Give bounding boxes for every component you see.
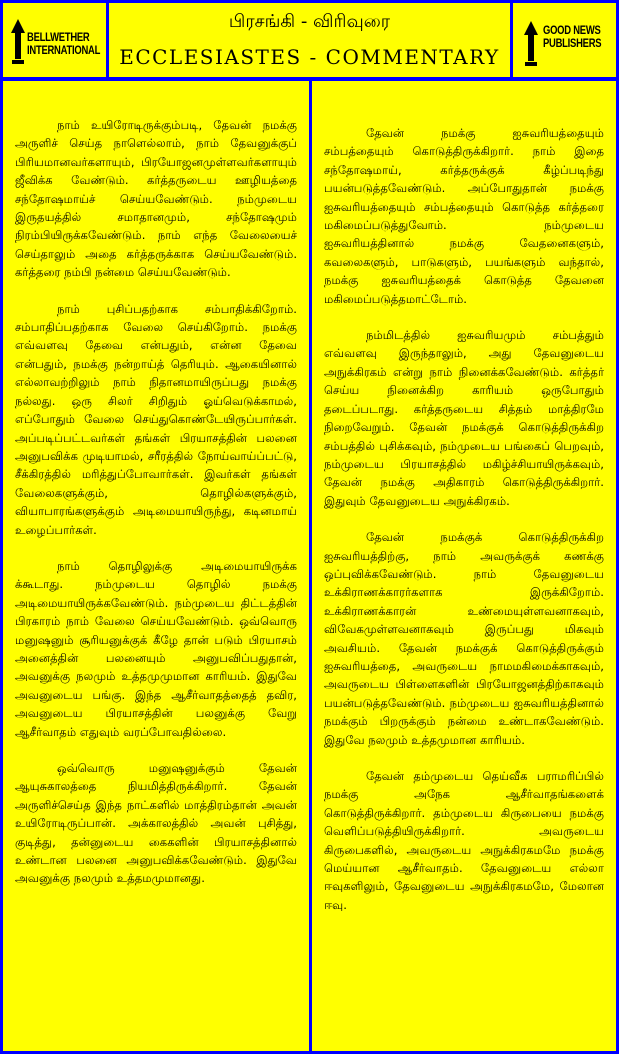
- pen-nib-icon: [523, 21, 539, 67]
- paragraph: நம்மிடத்தில் ஐசுவரியமும் சம்பத்தும் எவ்வளவு இருந்தாலும், அது தேவனுடைய அநுக்கிரகம் என்று நாம் நினைக்கவேண்டும். கர்த்தர் செய்ய நினைக்கிற காரியம் ஒருபோதும் தடைப்படாது. கர்த்தருடைய சித்தம் மாத்திரமே நிறைவேறும். தேவன் நமக்குக் கொடுத்திருக்கிற சம்பத்தில் புசிக்கவும், நம்முடைய பங்கைப் பெறவும், நம்முடைய பிரயாசத்தில் மகிழ்ச்சியாயிருக்கவும், தேவன் நமக்கு அதிகாரம் கொடுத்திருக்கிறார். இதுவும் தேவனுடைய அநுக்கிரகம்.: [324, 328, 604, 508]
- paragraph: நாம் புசிப்பதற்காக சம்பாதிக்கிறோம். சம்பாதிப்பதற்காக வேலை செய்கிறோம். நமக்கு எவ்வளவு தேவை என்பதும், என்ன தேவை என்பதும், நமக்கு நன்றாய்த் தெரியும். ஆகையினால் எல்லாவற்றிலும் நாம் நிதானமாயிருப்பது நமக்கு நல்லது. ஒரு சிலர் சிறிதும் ஓய்வெடுக்காமல், எப்போதும் வேலை செய்துகொண்டேயிருப்பார்கள். அப்படிப்பட்டவர்கள் தங்கள் பிரயாசத்தின் பலனை அனுபவிக்க முடியாமல், சரீரத்தில் நோய்வாய்ப்பட்டு, சீக்கிரத்தில் மரித்துப்போவார்கள். இவர்கள் தங்கள் வேலைகளுக்கும், தொழில்களுக்கும், வியாபாரங்களுக்கும் அடிமையாயிருந்து, கடினமாய் உழைப்பார்கள்.: [15, 301, 297, 537]
- paragraph: நாம் தொழிலுக்கு அடிமையாயிருக்க க்கூடாது. நம்முடைய தொழில் நமக்கு அடிமையாயிருக்கவேண்டும். நம்முடைய திட்டத்தின் பிரகாரம் நாம் வேலை செய்யவேண்டும். ஒவ்வொரு மனுஷனும் சூரியனுக்குக் கீழே தான் படும் பிரயாசம் அனைத்தின் பலனையும் அனுபவிப்பதுதான், அவனுக்கு நலமும் உத்தமுமுமான காரியம். இதுவே அவனுடைய பங்கு. இந்த ஆசீர்வாதத்தைத் தவிர, அவனுடைய பிரயாசத்தின் பலனுக்கு வேறு ஆசீர்வாதம் எதுவும் வரப்போவதில்லை.: [15, 558, 297, 739]
- paragraph: தேவன் நமக்குக் கொடுத்திருக்கிற ஐசுவரியத்திற்கு, நாம் அவருக்குக் கணக்கு ஒப்புவிக்கவேண்டும். நாம் தேவனுடைய உக்கிராணக்காரர்களாக இருக்கிறோம். உக்கிராணக்காரன் உண்மையுள்ளவனாகவும், விவேகமுள்ளவனாகவும் இருப்பது மிகவும் அவசியம். தேவன் நமக்குக் கொடுத்திருக்கும் ஐசுவரியத்தை, அவருடைய நாமமகிமைக்காகவும், அவருடைய பிள்ளைகளின் பிரயோஜனத்திற்காகவும் பயன்படுத்தவேண்டும். நம்முடைய ஐசுவரியத்தினால் நமக்கும் பிறருக்கும் நன்மை உண்டாகவேண்டும். இதுவே நலமும் உத்தமுமான காரியம்.: [324, 530, 604, 747]
- pen-nib-icon: [10, 19, 26, 65]
- paragraph: நாம் உயிரோடிருக்கும்படி, தேவன் நமக்கு அருளிச் செய்த நாளெல்லாம், நாம் தேவனுக்குப் பிரியமானவர்களாயும், பிரயோஜனமுள்ளவர்களாயும் ஜீவிக்க வேண்டும். கர்த்தருடைய ஊழியத்தை சந்தோஷமாய்ச் செய்யவேண்டும். நம்முடைய இருதயத்தில் சமாதானமும், சந்தோஷமும் நிரம்பியிருக்கவேண்டும். நாம் எந்த வேலையைச் செய்தாலும் அதை கர்த்தருக்காக செய்யவேண்டும். கர்த்தரை நம்பி நன்மை செய்யவேண்டும்.: [15, 118, 297, 280]
- title-tamil: பிரசங்கி - விரிவுரை: [228, 11, 391, 32]
- logo-right-line-1: GOOD NEWS: [543, 25, 601, 37]
- title-banner: [109, 3, 510, 77]
- logo-left-text: [27, 32, 100, 58]
- logo-right-line-2: PUBLISHERS: [543, 38, 602, 50]
- paragraph: தேவன் நமக்கு ஐசுவரியத்தையும் சம்பத்தையும் கொடுத்திருக்கிறார். நாம் இதை சந்தோஷமாய், கர்த்தருக்குக் கீழ்ப்படிந்து பயன்படுத்தவேண்டும். அப்போதுதான் நமக்கு ஐசுவரியத்தையும் சம்பத்தையும் கொடுத்த கர்த்தரை மகிமைப்படுத்துவோம். நம்முடைய ஐசுவரியத்தினால் நமக்கு வேதனைகளும், கவலைகளும், பாடுகளும், பயங்களும் வந்தால், நமக்கு ஐசுவரியத்தைக் கொடுத்த தேவனை மகிமைப்படுத்தமாட்டோம்.: [324, 126, 604, 306]
- logo-left-line-2: INTERNATIONAL: [27, 45, 101, 57]
- logo-right-text: [543, 25, 601, 51]
- publisher-logo-right: [513, 3, 616, 77]
- title-english: ECCLESIASTES - COMMENTARY: [119, 45, 500, 69]
- logo-left-line-1: BELLWETHER: [27, 32, 90, 44]
- publisher-logo-left: [3, 3, 106, 77]
- paragraph: தேவன் தம்முடைய தெய்வீக பராமரிப்பில் நமக்கு அநேக ஆசீர்வாதங்களைக் கொடுத்திருக்கிறார். தம்முடைய கிருபையை நமக்கு வெளிப்படுத்தியிருக்கிறார். அவருடைய கிருபைகளில், அவருடைய அநுக்கிரகமமே நமக்கு மெய்யான ஆசீர்வாதம். தேவனுடைய எல்லா ஈவுகளிலும், தேவனுடைய அநுக்கிரகமமே, மேலான ஈவு.: [324, 769, 604, 912]
- commentary-column-left: [3, 81, 309, 1051]
- commentary-column-right: [312, 81, 616, 1051]
- paragraph: ஒவ்வொரு மனுஷனுக்கும் தேவன் ஆயுசுகாலத்தை நியமித்திருக்கிறார். தேவன் அருளிச்செய்த இந்த நாட்களில் மாத்திரம்தான் அவன் உயிரோடிருப்பான். அக்காலத்தில் அவன் புசித்து, குடித்து, தன்னுடைய கைகளின் பிரயாசத்தினால் உண்டான பலனை அனுபவிக்கவேண்டும். இதுவே அவனுக்கு நலமும் உத்தமமுமானது.: [15, 761, 297, 886]
